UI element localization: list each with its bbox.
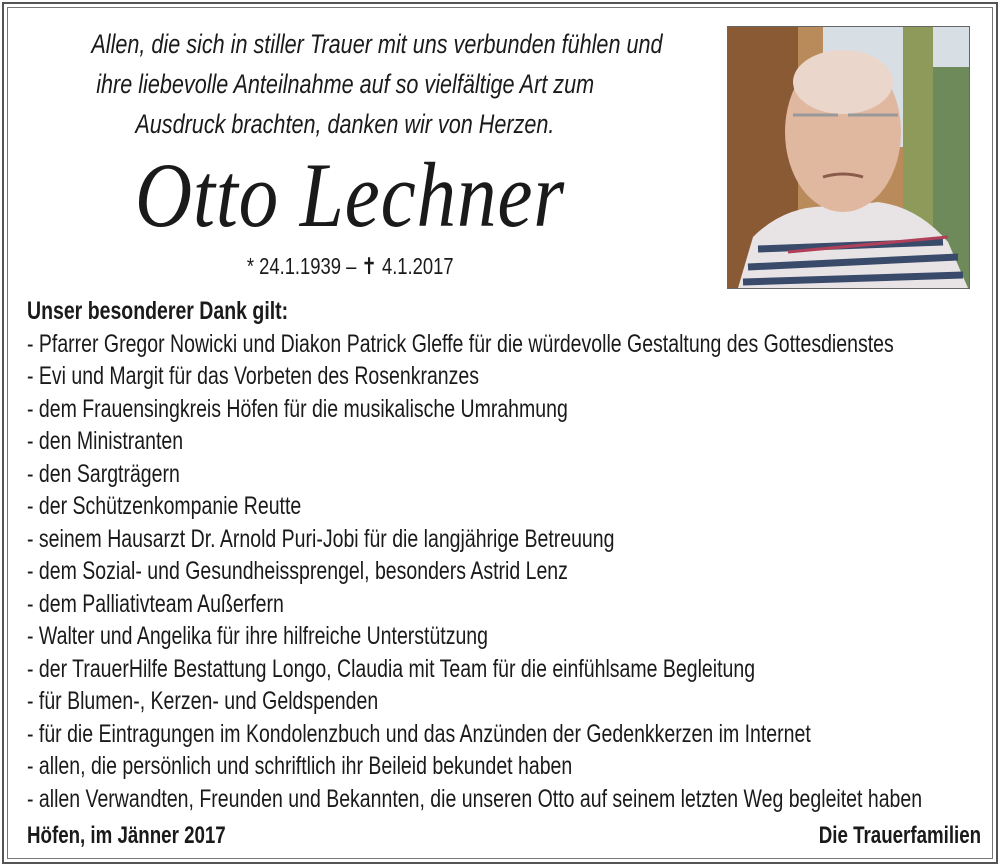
thanks-heading-text: Unser besonderer Dank gilt: xyxy=(27,297,289,325)
list-item: - allen Verwandten, Freunden und Bekannten, die unseren Otto auf seinem letzten Weg begleitet haben xyxy=(27,784,923,813)
list-item: - Pfarrer Gregor Nowicki und Diakon Patrick Gleffe für die würdevolle Gestaltung des Gottesdienstes xyxy=(27,329,894,358)
portrait-photo xyxy=(727,26,970,289)
thanks-heading xyxy=(27,295,1000,328)
intro-line: Allen, die sich in stiller Trauer mit uns verbunden fühlen und xyxy=(91,29,663,59)
list-item: - dem Sozial- und Gesundheissprengel, besonders Astrid Lenz xyxy=(27,557,568,585)
list-item: - für Blumen-, Kerzen- und Geldspenden xyxy=(27,687,379,715)
list-item: - für die Eintragungen im Kondolenzbuch und das Anzünden der Gedenkkerzen im Internet xyxy=(27,719,811,748)
list-item: - Walter und Angelika für ihre hilfreiche Unterstützung xyxy=(27,622,489,650)
list-item: - seinem Hausarzt Dr. Arnold Puri-Jobi für die langjährige Betreuung xyxy=(27,524,615,553)
deceased-name xyxy=(40,140,660,250)
thanks-list xyxy=(27,295,1000,815)
list-item: - den Ministranten xyxy=(27,427,184,455)
list-item: - der Schützenkompanie Reutte xyxy=(27,492,302,520)
list-item: - Evi und Margit für das Vorbeten des Rosenkranzes xyxy=(27,362,479,390)
intro-text xyxy=(20,24,670,144)
list-item: - dem Palliativteam Außerfern xyxy=(27,589,284,618)
list-item: - allen, die persönlich und schriftlich ihr Beileid bekundet haben xyxy=(27,752,573,780)
place-date: Höfen, im Jänner 2017 xyxy=(27,822,226,849)
intro-line: ihre liebevolle Anteilnahme auf so vielfältige Art zum xyxy=(96,69,594,99)
signature: Die Trauerfamilien xyxy=(818,822,981,849)
list-item: - dem Frauensingkreis Höfen für die musikalische Umrahmung xyxy=(27,394,568,423)
deceased-name-text: Otto Lechner xyxy=(134,144,566,246)
life-dates xyxy=(40,253,660,280)
list-item: - den Sargträgern xyxy=(27,459,180,488)
list-item: - der TrauerHilfe Bestattung Longo, Claudia mit Team für die einfühlsame Begleitung xyxy=(27,654,756,683)
life-dates-text: * 24.1.1939 – ✝ 4.1.2017 xyxy=(246,253,454,279)
intro-line: Ausdruck brachten, danken wir von Herzen. xyxy=(135,109,555,139)
